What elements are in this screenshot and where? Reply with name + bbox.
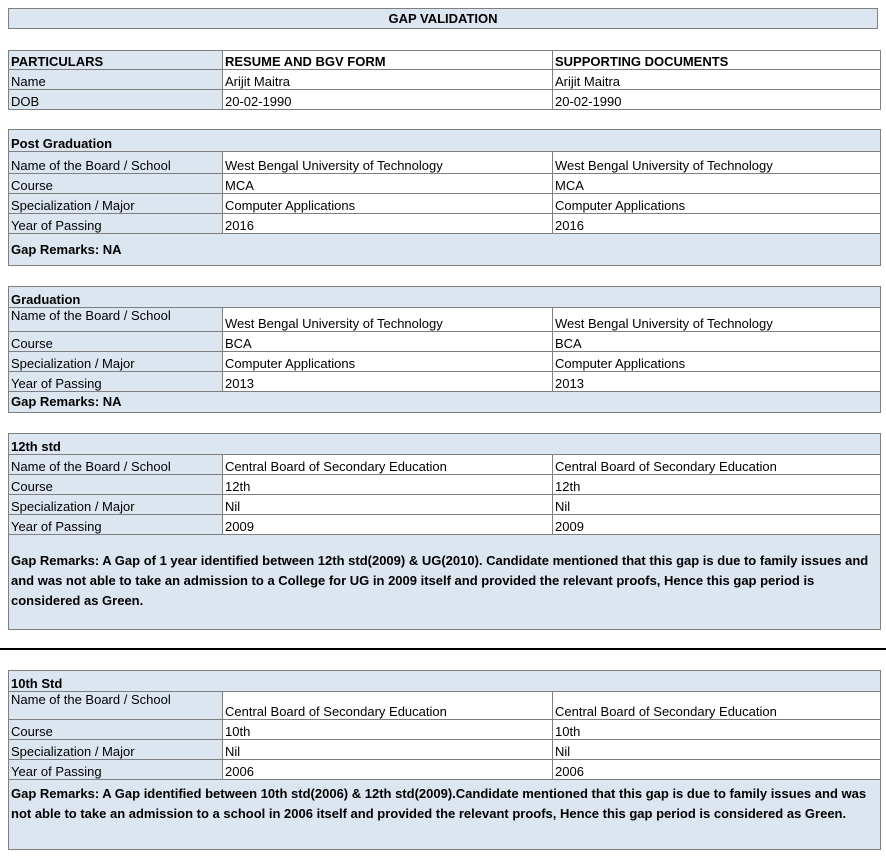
name-resume: Arijit Maitra [223, 70, 553, 90]
spec-label: Specialization / Major [9, 495, 223, 515]
post-graduation-table [8, 129, 881, 266]
spec-resume: Nil [223, 740, 553, 760]
spec-label: Specialization / Major [9, 194, 223, 214]
course-label: Course [9, 475, 223, 495]
board-supporting: West Bengal University of Technology [553, 152, 881, 174]
board-supporting: West Bengal University of Technology [553, 308, 881, 332]
gap-remarks: Gap Remarks: NA [9, 234, 881, 266]
board-resume: West Bengal University of Technology [223, 152, 553, 174]
dob-label: DOB [9, 90, 223, 110]
gap-remarks: Gap Remarks: A Gap of 1 year identified between 12th std(2009) & UG(2010). Candidate mentioned that this gap is due to family issues and and was not able to take an admission to a College for UG in 2009 itself and provided the relevant proofs, Hence this gap period is considered as Green. [9, 535, 881, 630]
spec-supporting: Computer Applications [553, 352, 881, 372]
gap-remarks: Gap Remarks: NA [9, 392, 881, 413]
course-supporting: BCA [553, 332, 881, 352]
section-title: Post Graduation [9, 130, 881, 152]
year-label: Year of Passing [9, 515, 223, 535]
course-label: Course [9, 174, 223, 194]
gap-remarks: Gap Remarks: A Gap identified between 10th std(2006) & 12th std(2009).Candidate mentioned that this gap is due to family issues and was not able to take an admission to a school in 2006 itself and provided the relevant proofs, Hence this gap period is considered as Green. [9, 780, 881, 850]
year-resume: 2016 [223, 214, 553, 234]
particulars-table [8, 50, 881, 110]
particulars-header: PARTICULARS [9, 51, 223, 70]
year-resume: 2013 [223, 372, 553, 392]
board-resume: West Bengal University of Technology [223, 308, 553, 332]
spec-label: Specialization / Major [9, 740, 223, 760]
course-resume: MCA [223, 174, 553, 194]
section-title: 10th Std [9, 671, 881, 692]
dob-supporting: 20-02-1990 [553, 90, 881, 110]
year-label: Year of Passing [9, 372, 223, 392]
course-label: Course [9, 332, 223, 352]
page-title: GAP VALIDATION [8, 8, 878, 29]
section-title: 12th std [9, 434, 881, 455]
std10-table [8, 670, 881, 850]
year-supporting: 2006 [553, 760, 881, 780]
spec-resume: Computer Applications [223, 194, 553, 214]
dob-resume: 20-02-1990 [223, 90, 553, 110]
resume-header: RESUME AND BGV FORM [223, 51, 553, 70]
section-title: Graduation [9, 287, 881, 308]
spec-resume: Computer Applications [223, 352, 553, 372]
course-resume: 10th [223, 720, 553, 740]
year-supporting: 2009 [553, 515, 881, 535]
supporting-header: SUPPORTING DOCUMENTS [553, 51, 881, 70]
year-supporting: 2016 [553, 214, 881, 234]
year-label: Year of Passing [9, 760, 223, 780]
spec-supporting: Nil [553, 740, 881, 760]
board-label: Name of the Board / School [9, 308, 223, 332]
course-resume: 12th [223, 475, 553, 495]
course-supporting: 10th [553, 720, 881, 740]
year-supporting: 2013 [553, 372, 881, 392]
course-resume: BCA [223, 332, 553, 352]
board-resume: Central Board of Secondary Education [223, 455, 553, 475]
spec-supporting: Nil [553, 495, 881, 515]
year-resume: 2006 [223, 760, 553, 780]
board-supporting: Central Board of Secondary Education [553, 455, 881, 475]
graduation-table [8, 286, 881, 413]
course-supporting: MCA [553, 174, 881, 194]
course-label: Course [9, 720, 223, 740]
course-supporting: 12th [553, 475, 881, 495]
spec-supporting: Computer Applications [553, 194, 881, 214]
board-resume: Central Board of Secondary Education [223, 692, 553, 720]
year-resume: 2009 [223, 515, 553, 535]
year-label: Year of Passing [9, 214, 223, 234]
board-label: Name of the Board / School [9, 692, 223, 720]
spec-label: Specialization / Major [9, 352, 223, 372]
std12-table [8, 433, 881, 630]
divider [0, 648, 886, 650]
board-label: Name of the Board / School [9, 152, 223, 174]
name-supporting: Arijit Maitra [553, 70, 881, 90]
board-supporting: Central Board of Secondary Education [553, 692, 881, 720]
name-label: Name [9, 70, 223, 90]
spec-resume: Nil [223, 495, 553, 515]
board-label: Name of the Board / School [9, 455, 223, 475]
